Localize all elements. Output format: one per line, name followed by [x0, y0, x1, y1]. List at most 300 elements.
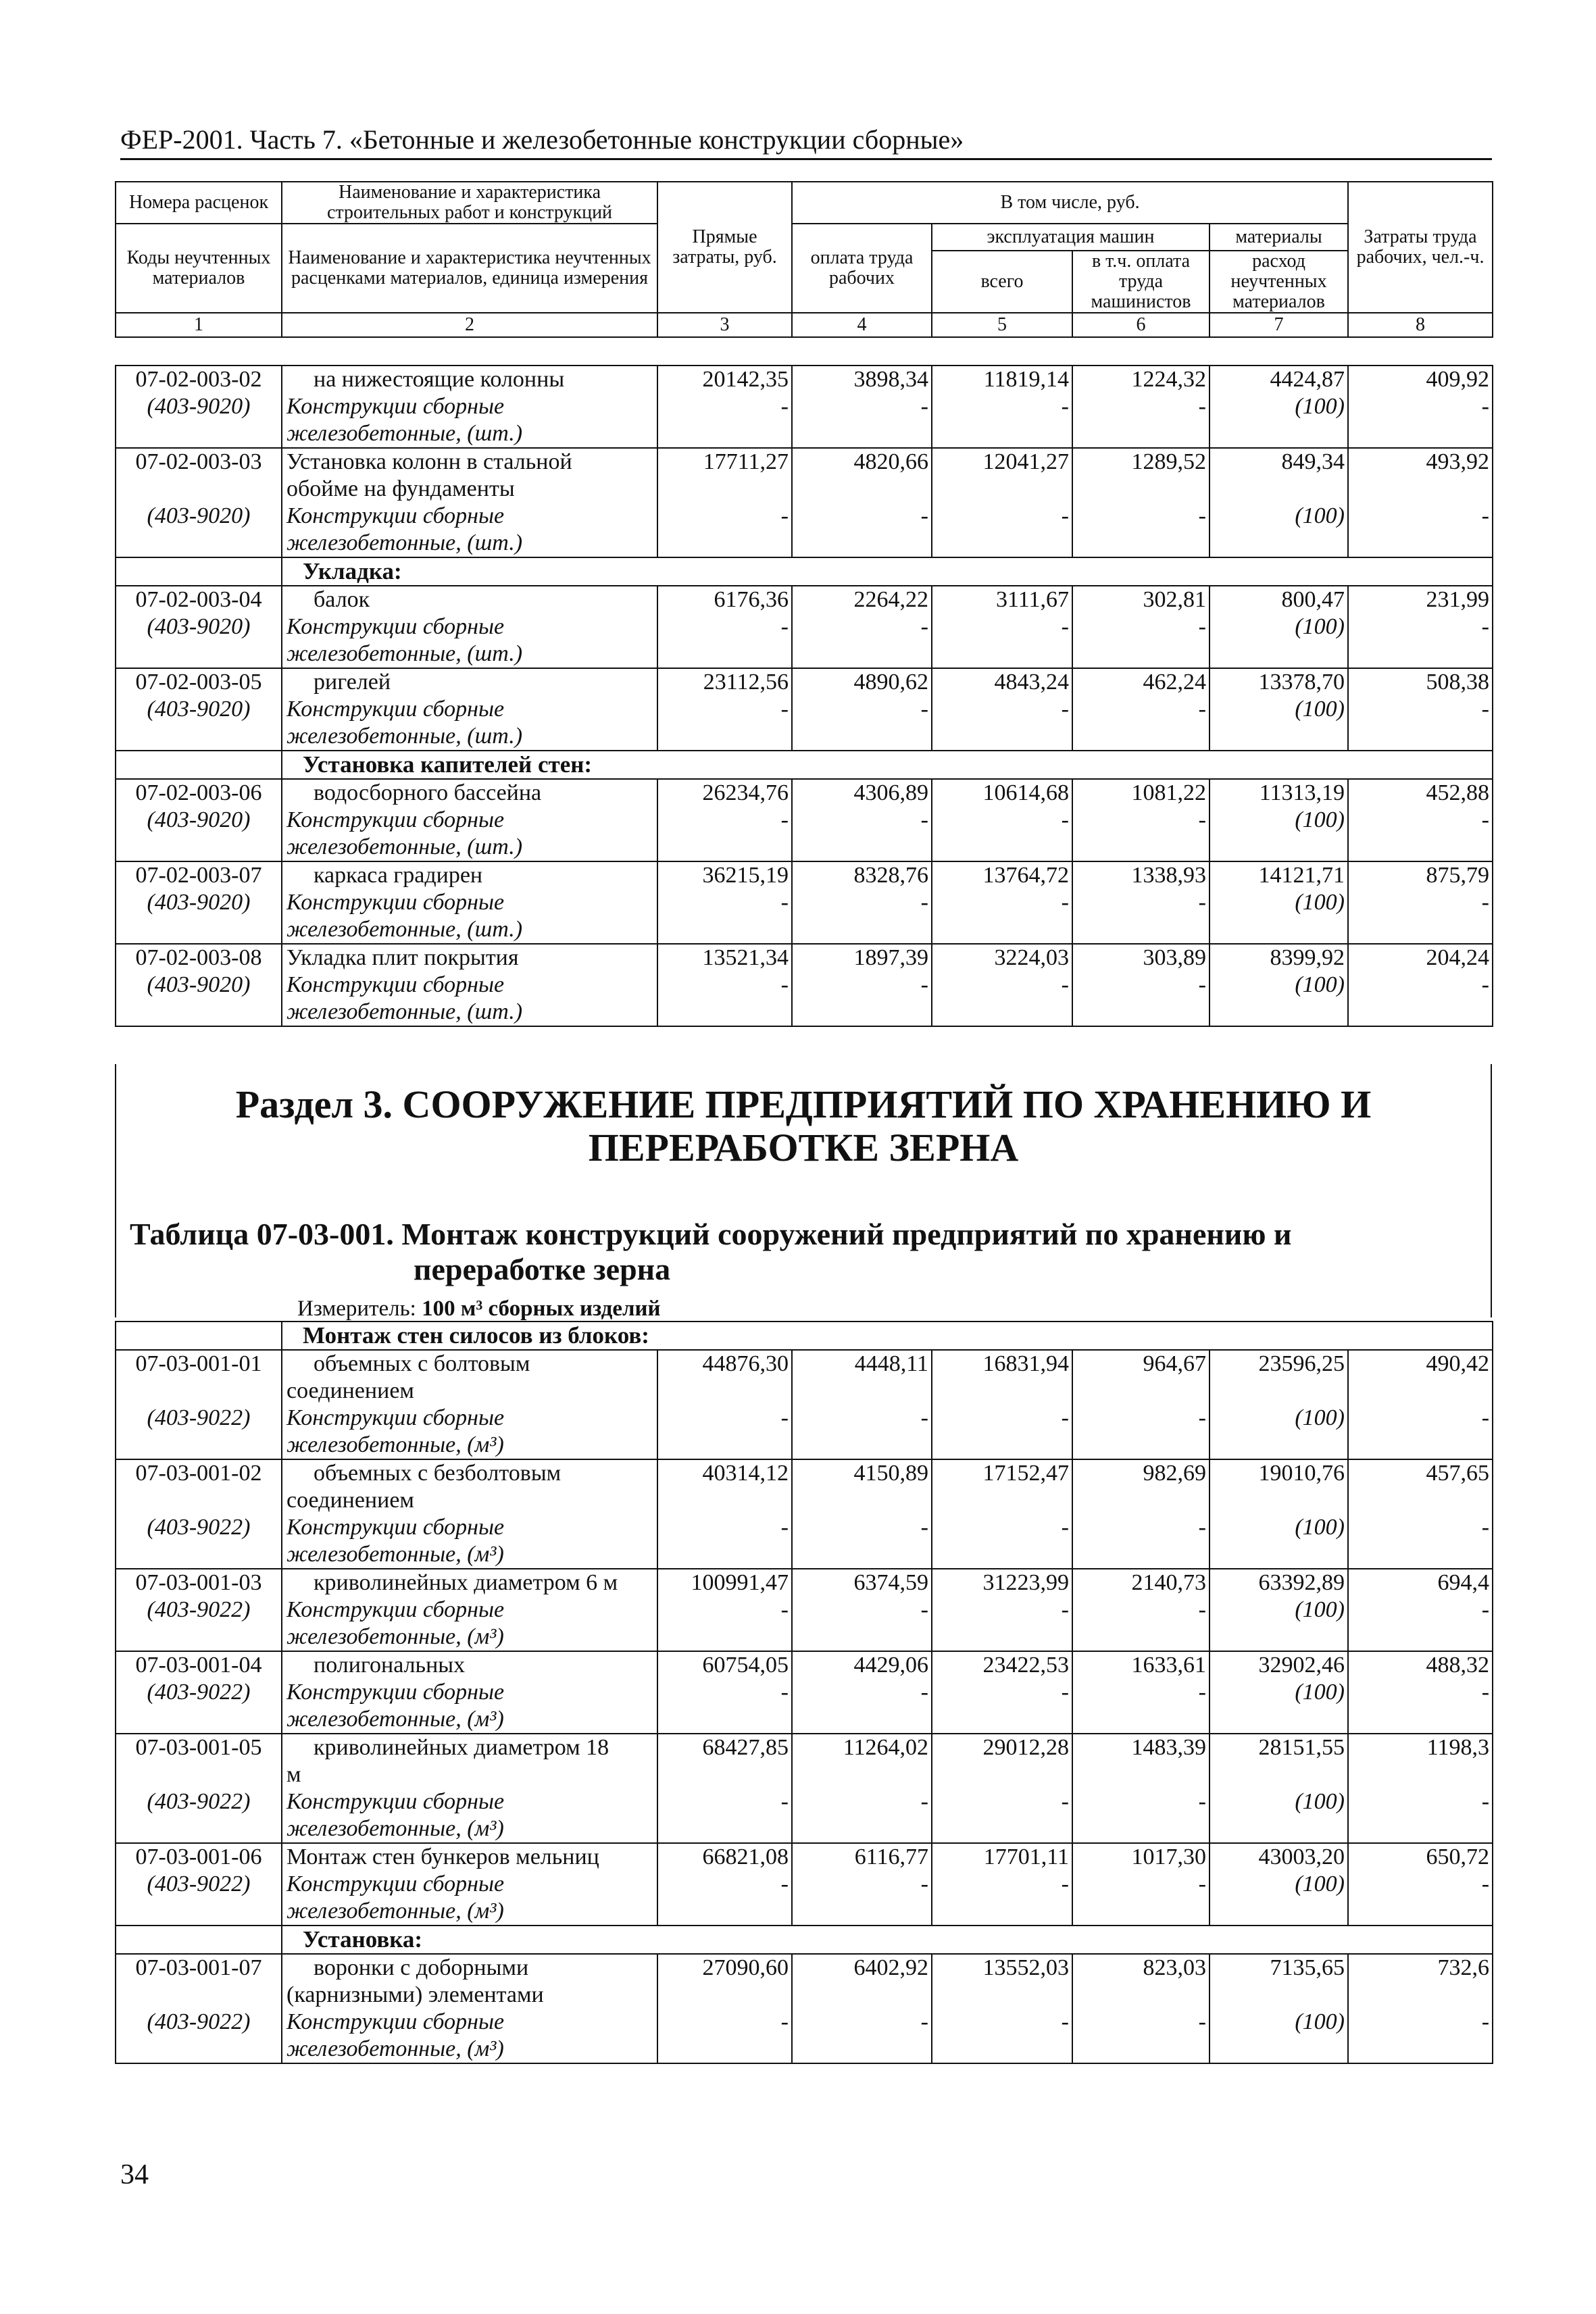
value-cell — [932, 1651, 1072, 1734]
subheading-text: Монтаж стен силосов из блоков: — [282, 1322, 1493, 1350]
dash: - — [780, 1680, 789, 1705]
cost-value: 11313,19 — [1259, 780, 1345, 805]
dash: - — [1061, 614, 1069, 639]
cost-value: 1338,93 — [1131, 863, 1206, 888]
work-name-cont: обойме на фундаменты — [286, 476, 515, 501]
value-cell — [1348, 1843, 1493, 1926]
work-name-cont: соединением — [286, 1488, 414, 1513]
value-cell — [792, 1569, 932, 1651]
dash: - — [780, 1597, 789, 1622]
dash: - — [780, 2009, 789, 2034]
material-code: (403-9022) — [147, 1871, 251, 1896]
value-cell — [792, 1651, 932, 1734]
work-name: ригелей — [314, 670, 391, 695]
table-row — [116, 1843, 1493, 1926]
dash: - — [1481, 1789, 1490, 1814]
rate-code: 07-02-003-07 — [135, 863, 262, 888]
value-spacer — [1077, 1982, 1206, 2009]
value-spacer — [1214, 1487, 1345, 1514]
work-name-cell — [282, 1350, 657, 1459]
value-cell — [792, 779, 932, 861]
cost-value: 508,38 — [1426, 670, 1489, 695]
header-labor-pay: оплата труда рабочих — [792, 224, 932, 313]
material-code: (403-9022) — [147, 2009, 251, 2034]
dash: - — [920, 1405, 928, 1430]
value-cell — [657, 668, 792, 751]
rate-code: 07-03-001-03 — [135, 1570, 262, 1595]
cost-value: 4424,87 — [1270, 367, 1345, 392]
dash: - — [1481, 697, 1489, 722]
value-cell — [1072, 779, 1210, 861]
dash: - — [1061, 394, 1069, 419]
cost-value: 875,79 — [1426, 863, 1489, 888]
cost-value: 17711,27 — [703, 449, 789, 474]
work-name-cell — [282, 1954, 657, 2063]
cost-value: 17152,47 — [982, 1461, 1069, 1486]
value-cell — [1072, 1459, 1210, 1569]
value-cell — [1072, 861, 1210, 944]
cost-value: 1224,32 — [1131, 367, 1206, 392]
value-spacer — [797, 1982, 928, 2009]
cost-value: 231,99 — [1426, 587, 1489, 612]
cost-value: 3111,67 — [996, 587, 1069, 612]
cost-value: 16831,94 — [982, 1351, 1069, 1376]
dash: - — [920, 972, 928, 997]
value-cell — [932, 1350, 1072, 1459]
cost-value: 29012,28 — [982, 1735, 1069, 1760]
material-code: (403-9020) — [147, 890, 251, 915]
value-cell — [932, 448, 1072, 557]
value-cell — [1348, 861, 1493, 944]
code-spacer — [120, 1378, 277, 1405]
subheading-row — [116, 1926, 1493, 1954]
dash: - — [1481, 2009, 1490, 2034]
table-row — [116, 1734, 1493, 1843]
dash: - — [1061, 697, 1069, 722]
cost-value: 31223,99 — [982, 1570, 1069, 1595]
value-cell — [1072, 448, 1210, 557]
table-row — [116, 1954, 1493, 2063]
table-row — [116, 448, 1493, 557]
value-spacer — [1214, 1761, 1345, 1788]
rate-code-cell — [116, 779, 282, 861]
material-consumption: (100) — [1295, 1515, 1345, 1540]
value-spacer — [1214, 1378, 1345, 1405]
value-cell — [657, 1459, 792, 1569]
rate-code-cell — [116, 448, 282, 557]
material-code: (403-9020) — [147, 807, 251, 832]
header-machines-total: всего — [932, 251, 1072, 313]
work-name-cell — [282, 944, 657, 1026]
column-header-table — [115, 181, 1493, 338]
work-name: водосборного бассейна — [314, 780, 542, 805]
value-cell — [792, 366, 932, 448]
value-cell — [1348, 366, 1493, 448]
cost-value: 6374,59 — [853, 1570, 928, 1595]
material-code: (403-9020) — [147, 503, 251, 528]
value-cell — [932, 668, 1072, 751]
value-cell — [1348, 1350, 1493, 1459]
material-name: Конструкции сборные — [286, 1871, 505, 1896]
rate-code-cell — [116, 366, 282, 448]
value-cell — [932, 1569, 1072, 1651]
cost-value: 800,47 — [1281, 587, 1345, 612]
cost-value: 823,03 — [1143, 1955, 1206, 1980]
value-cell — [1348, 1459, 1493, 1569]
value-cell — [1072, 366, 1210, 448]
header-machines-incl: в т.ч. оплата труда машинистов — [1072, 251, 1210, 313]
value-cell — [1210, 1651, 1348, 1734]
rate-code: 07-03-001-02 — [135, 1461, 262, 1486]
table-row — [116, 1651, 1493, 1734]
dash: - — [1061, 1597, 1069, 1622]
unit-meter — [297, 1297, 1491, 1322]
dash: - — [920, 614, 928, 639]
section-title: Раздел 3. СООРУЖЕНИЕ ПРЕДПРИЯТИЙ ПО ХРАНЕНИЮ И ПЕРЕРАБОТКЕ ЗЕРНА — [235, 1082, 1372, 1169]
value-cell — [932, 779, 1072, 861]
material-code: (403-9022) — [147, 1789, 251, 1814]
dash: - — [920, 1789, 928, 1814]
dash: - — [780, 697, 789, 722]
dash: - — [1198, 503, 1206, 528]
material-name: Конструкции сборные — [286, 697, 505, 722]
table-title: Таблица 07-03-001. Монтаж конструкций сооружений предприятий по хранению и переработке зерна — [130, 1217, 1292, 1286]
cost-value: 409,92 — [1426, 367, 1489, 392]
dash: - — [1481, 1871, 1490, 1896]
cost-value: 36215,19 — [702, 863, 789, 888]
work-name: полигональных — [314, 1653, 466, 1678]
dash: - — [780, 614, 789, 639]
header-name-top: Наименование и характеристика строительных работ и конструкций — [282, 182, 657, 224]
subheading-text: Укладка: — [282, 557, 1493, 586]
meter-label: Измеритель: — [297, 1297, 416, 1321]
material-name: Конструкции сборные — [286, 394, 505, 419]
material-code: (403-9020) — [147, 972, 251, 997]
subheading-text: Установка: — [282, 1926, 1493, 1954]
material-consumption: (100) — [1295, 2009, 1345, 2034]
value-cell — [792, 448, 932, 557]
cost-value: 1483,39 — [1131, 1735, 1206, 1760]
rate-code-cell — [116, 861, 282, 944]
value-cell — [657, 1954, 792, 2063]
cost-value: 8328,76 — [853, 863, 928, 888]
subheading-spacer — [116, 1322, 282, 1350]
value-cell — [1348, 668, 1493, 751]
value-cell — [932, 944, 1072, 1026]
dash: - — [780, 394, 789, 419]
dash: - — [920, 890, 928, 915]
value-cell — [1210, 448, 1348, 557]
value-spacer — [1077, 1487, 1206, 1514]
material-unit: железобетонные, (шт.) — [286, 724, 523, 749]
subheading-spacer — [116, 1926, 282, 1954]
value-spacer — [937, 1378, 1069, 1405]
rate-code-cell — [116, 1843, 282, 1926]
value-spacer — [937, 1982, 1069, 2009]
subheading-row — [116, 1322, 1493, 1350]
dash: - — [1061, 1871, 1069, 1896]
value-cell — [1210, 861, 1348, 944]
dash: - — [1481, 972, 1489, 997]
rate-code-cell — [116, 1569, 282, 1651]
value-spacer — [1353, 1761, 1489, 1788]
work-name-cell — [282, 1569, 657, 1651]
header-including: В том числе, руб. — [792, 182, 1348, 224]
rate-code-cell — [116, 1459, 282, 1569]
cost-value: 11264,02 — [843, 1735, 928, 1760]
value-spacer — [1353, 1378, 1489, 1405]
material-consumption: (100) — [1295, 614, 1345, 639]
material-consumption: (100) — [1295, 1789, 1345, 1814]
work-name-cont: м — [286, 1762, 301, 1787]
value-cell — [657, 366, 792, 448]
cost-value: 3898,34 — [853, 367, 928, 392]
value-cell — [792, 944, 932, 1026]
cost-value: 488,32 — [1426, 1653, 1490, 1678]
work-name-cell — [282, 448, 657, 557]
value-cell — [932, 1954, 1072, 2063]
work-name-cell — [282, 1651, 657, 1734]
material-consumption: (100) — [1295, 807, 1345, 832]
dash: - — [1481, 1405, 1490, 1430]
page-number: 34 — [120, 2159, 149, 2190]
value-cell — [1210, 1843, 1348, 1926]
cost-value: 4843,24 — [994, 670, 1069, 695]
dash: - — [1061, 1515, 1069, 1540]
cost-value: 68427,85 — [702, 1735, 789, 1760]
work-name-cell — [282, 1734, 657, 1843]
material-unit: железобетонные, (м³) — [286, 2036, 504, 2061]
value-spacer — [797, 1761, 928, 1788]
material-code: (403-9022) — [147, 1515, 251, 1540]
work-name: каркаса градирен — [314, 863, 483, 888]
value-cell — [932, 586, 1072, 668]
cost-value: 17701,11 — [983, 1844, 1069, 1869]
cost-value: 1897,39 — [853, 945, 928, 970]
dash: - — [920, 1680, 928, 1705]
cost-value: 27090,60 — [702, 1955, 789, 1980]
material-unit: железобетонные, (шт.) — [286, 834, 523, 859]
value-cell — [1210, 366, 1348, 448]
work-name-cell — [282, 668, 657, 751]
rate-code: 07-03-001-05 — [135, 1735, 262, 1760]
cost-value: 490,42 — [1426, 1351, 1490, 1376]
cost-value: 4429,06 — [853, 1653, 928, 1678]
cost-value: 493,92 — [1426, 449, 1489, 474]
value-cell — [932, 1734, 1072, 1843]
value-spacer — [1214, 1982, 1345, 2009]
dash: - — [920, 1515, 928, 1540]
subheading-spacer — [116, 751, 282, 779]
rate-code: 07-02-003-06 — [135, 780, 262, 805]
column-number: 5 — [932, 313, 1072, 337]
cost-value: 66821,08 — [702, 1844, 789, 1869]
rate-code-cell — [116, 586, 282, 668]
cost-value: 732,6 — [1437, 1955, 1490, 1980]
value-cell — [1210, 1350, 1348, 1459]
value-cell — [1210, 586, 1348, 668]
value-cell — [1072, 586, 1210, 668]
value-spacer — [937, 1761, 1069, 1788]
value-cell — [1348, 1651, 1493, 1734]
dash: - — [1198, 1515, 1206, 1540]
cost-value: 32902,46 — [1258, 1653, 1345, 1678]
dash: - — [1198, 1680, 1206, 1705]
dash: - — [1198, 1871, 1206, 1896]
cost-value: 23112,56 — [703, 670, 789, 695]
value-spacer — [1353, 1487, 1489, 1514]
material-name: Конструкции сборные — [286, 503, 505, 528]
dash: - — [920, 1597, 928, 1622]
value-cell — [657, 944, 792, 1026]
value-spacer — [1077, 476, 1206, 503]
material-consumption: (100) — [1295, 1680, 1345, 1705]
cost-value: 8399,92 — [1270, 945, 1345, 970]
value-cell — [792, 668, 932, 751]
subheading-text: Установка капителей стен: — [282, 751, 1493, 779]
cost-value: 100991,47 — [691, 1570, 789, 1595]
code-spacer — [120, 1487, 277, 1514]
work-name-cont: соединением — [286, 1378, 414, 1403]
cost-value: 964,67 — [1143, 1351, 1206, 1376]
material-name: Конструкции сборные — [286, 1405, 505, 1430]
cost-value: 694,4 — [1437, 1570, 1490, 1595]
rate-code-cell — [116, 1651, 282, 1734]
cost-value: 20142,35 — [702, 367, 789, 392]
work-name-cell — [282, 861, 657, 944]
rate-code-cell — [116, 944, 282, 1026]
value-cell — [657, 1843, 792, 1926]
rate-code: 07-03-001-01 — [135, 1351, 262, 1376]
work-name: Установка колонн в стальной — [286, 449, 572, 474]
value-cell — [1210, 1734, 1348, 1843]
meter-value: 100 м³ сборных изделий — [422, 1297, 661, 1321]
cost-value: 1289,52 — [1131, 449, 1206, 474]
cost-value: 40314,12 — [702, 1461, 789, 1486]
value-cell — [1072, 1350, 1210, 1459]
material-unit: железобетонные, (шт.) — [286, 530, 523, 555]
table-row — [116, 586, 1493, 668]
header-code-top: Номера расценок — [116, 182, 282, 224]
value-cell — [1072, 944, 1210, 1026]
cost-value: 13764,72 — [982, 863, 1069, 888]
value-cell — [657, 1651, 792, 1734]
material-name: Конструкции сборные — [286, 1597, 505, 1622]
cost-value: 2140,73 — [1131, 1570, 1206, 1595]
value-cell — [657, 448, 792, 557]
dash: - — [920, 394, 928, 419]
material-name: Конструкции сборные — [286, 890, 505, 915]
cost-value: 2264,22 — [853, 587, 928, 612]
section-block — [115, 1064, 1492, 1321]
dash: - — [1061, 503, 1069, 528]
material-consumption: (100) — [1295, 1405, 1345, 1430]
dash: - — [1198, 394, 1206, 419]
dash: - — [1198, 614, 1206, 639]
value-cell — [1348, 779, 1493, 861]
material-name: Конструкции сборные — [286, 807, 505, 832]
value-cell — [932, 861, 1072, 944]
dash: - — [920, 807, 928, 832]
cost-value: 43003,20 — [1258, 1844, 1345, 1869]
value-cell — [1348, 448, 1493, 557]
cost-value: 23596,25 — [1258, 1351, 1345, 1376]
value-spacer — [1353, 476, 1489, 503]
dash: - — [920, 1871, 928, 1896]
column-number: 4 — [792, 313, 932, 337]
value-spacer — [1077, 1378, 1206, 1405]
material-code: (403-9020) — [147, 394, 251, 419]
header-code-bottom: Коды неучтенных материалов — [116, 224, 282, 313]
value-cell — [1210, 779, 1348, 861]
material-unit: железобетонные, (м³) — [286, 1707, 504, 1732]
cost-value: 28151,55 — [1258, 1735, 1345, 1760]
work-name: криволинейных диаметром 6 м — [314, 1570, 618, 1595]
material-unit: железобетонные, (м³) — [286, 1432, 504, 1457]
dash: - — [1198, 807, 1206, 832]
dash: - — [1198, 972, 1206, 997]
material-code: (403-9020) — [147, 697, 251, 722]
value-cell — [657, 1350, 792, 1459]
value-cell — [1348, 1569, 1493, 1651]
material-consumption: (100) — [1295, 1597, 1345, 1622]
work-name-cell — [282, 1843, 657, 1926]
value-cell — [1210, 1459, 1348, 1569]
material-name: Конструкции сборные — [286, 2009, 505, 2034]
column-number: 6 — [1072, 313, 1210, 337]
cost-value: 1198,3 — [1426, 1735, 1490, 1760]
column-number: 3 — [657, 313, 792, 337]
cost-value: 1081,22 — [1131, 780, 1206, 805]
dash: - — [780, 1515, 789, 1540]
cost-value: 19010,76 — [1258, 1461, 1345, 1486]
dash: - — [780, 1871, 789, 1896]
rate-code-cell — [116, 1350, 282, 1459]
price-table-1 — [115, 365, 1493, 1027]
cost-value: 44876,30 — [702, 1351, 789, 1376]
cost-value: 4306,89 — [853, 780, 928, 805]
cost-value: 1017,30 — [1131, 1844, 1206, 1869]
dash: - — [1061, 2009, 1069, 2034]
value-cell — [657, 586, 792, 668]
header-materials-consumption: расход неучтенных материалов — [1210, 251, 1348, 313]
material-consumption: (100) — [1295, 972, 1345, 997]
value-spacer — [662, 1378, 789, 1405]
value-cell — [792, 1843, 932, 1926]
cost-value: 452,88 — [1426, 780, 1489, 805]
value-cell — [792, 1734, 932, 1843]
cost-value: 1633,61 — [1131, 1653, 1206, 1678]
material-code: (403-9022) — [147, 1597, 251, 1622]
value-spacer — [937, 1487, 1069, 1514]
value-spacer — [662, 476, 789, 503]
cost-value: 13378,70 — [1258, 670, 1345, 695]
cost-value: 6402,92 — [853, 1955, 928, 1980]
dash: - — [1481, 1515, 1490, 1540]
dash: - — [1481, 1680, 1490, 1705]
value-spacer — [797, 476, 928, 503]
value-cell — [932, 366, 1072, 448]
material-name: Конструкции сборные — [286, 1680, 505, 1705]
code-spacer — [120, 476, 277, 503]
work-name: Монтаж стен бункеров мельниц — [286, 1844, 599, 1869]
cost-value: 10614,68 — [982, 780, 1069, 805]
rate-code-cell — [116, 1954, 282, 2063]
header-machines: эксплуатация машин — [932, 224, 1210, 251]
column-number: 8 — [1348, 313, 1493, 337]
work-name: объемных с болтовым — [314, 1351, 530, 1376]
dash: - — [1198, 1597, 1206, 1622]
